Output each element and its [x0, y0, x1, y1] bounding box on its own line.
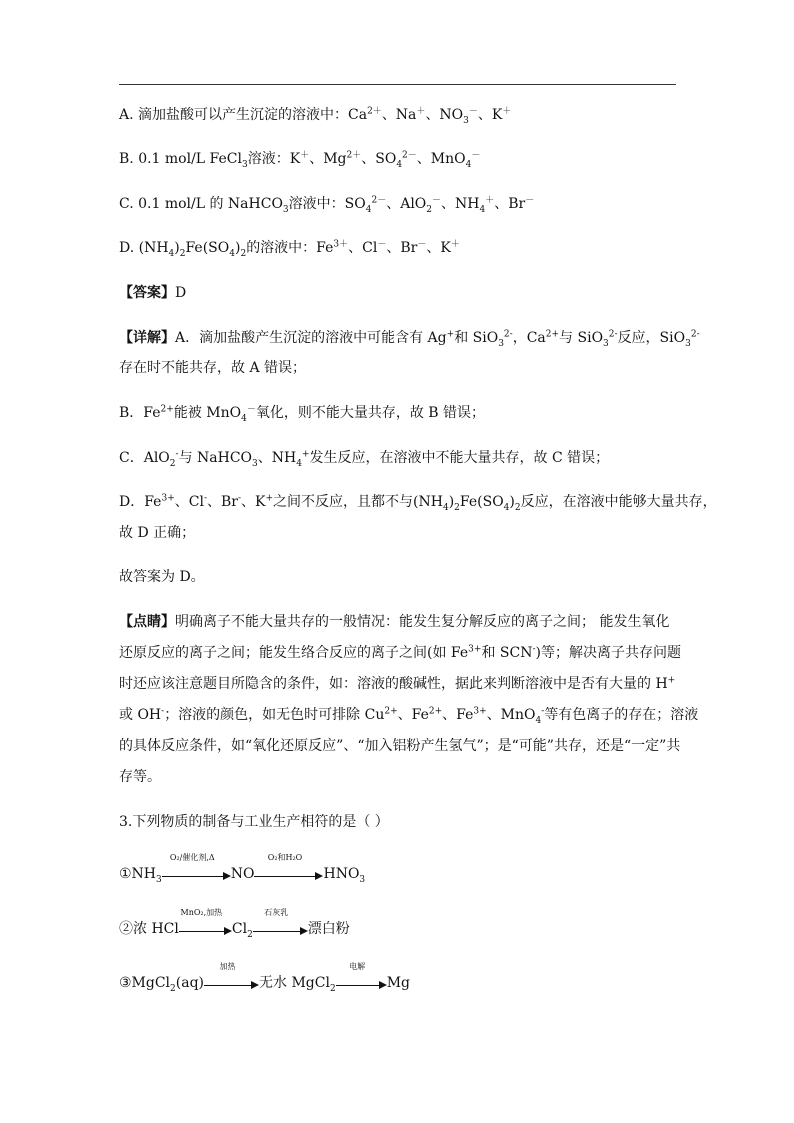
reaction-arrow: 电解: [336, 974, 387, 992]
explain-line-b: B．$Fe^{2+}$能被 MnO$_4$－氧化，则不能大量共存，故 B 错误；: [119, 404, 486, 424]
explain-conclusion: 故答案为 D。: [119, 569, 205, 585]
explain-line-c: C．AlO$_2$-与 NaHCO$_3$、$NH_4^+$发生反应，在溶液中不能大量共存，故 C 错误；: [119, 449, 610, 469]
reaction-arrow: O₂/催化剂,Δ: [162, 865, 231, 883]
question-3: 3.下列物质的制备与工业生产相符的是（ ）: [119, 814, 389, 830]
reaction-arrow: 石灰乳: [253, 920, 308, 938]
reaction-arrow: MnO₂,加热: [179, 920, 232, 938]
explain-line-d2: 故 D 正确；: [119, 525, 196, 541]
explain-line-1: 【详解】A．滴加盐酸产生沉淀的溶液中可能含有 Ag+和 SiO$_3^{2-}$，$Ca^{2+}$与 SiO$_3^{2-}$反应，SiO$_3^{2-}$: [119, 329, 700, 349]
header-rule: [119, 84, 676, 85]
answer-label: 【答案】: [119, 285, 175, 301]
route-1: $①NH_3$ O₂/催化剂,Δ NO O₂和H₂O $HNO_3$: [119, 853, 366, 885]
explain-line-d: D．$Fe^{3+}$、Cl-、Br-、K+之间不反应，且都不与$(NH_4)_2Fe(SO_4)_2$反应，在溶液中能够大量共存，: [119, 493, 717, 513]
note-line-1: 【点睛】明确离子不能大量共存的一般情况：能发生复分解反应的离子之间； 能发生氧化: [119, 614, 670, 630]
route-3: ③MgCl$_2$(aq) 加热 无水 MgCl$_2$ 电解 Mg: [119, 962, 410, 994]
reaction-arrow: O₂和H₂O: [254, 865, 323, 883]
explain-line-2: 存在时不能共存，故 A 错误；: [119, 360, 307, 376]
option-c: C. 0.1 mol/L 的 NaHCO$_3$溶液中：$SO_4^{2-}$、AlO$_2$－、$NH_4^+$、Br－: [119, 195, 535, 215]
explain-label: 【详解】: [119, 330, 175, 346]
answer-line: [119, 284, 186, 302]
note-line-5: 的具体反应条件，如“氧化还原反应”、“加入铝粉产生氢气”；是“可能”共存，还是“一定”共: [119, 738, 681, 754]
note-line-6: 存等。: [119, 769, 161, 785]
option-a: A. 滴加盐酸可以产生沉淀的溶液中：$Ca^{2+}$、Na＋、$NO_3^-$、K＋: [119, 106, 512, 126]
answer-value: D: [175, 285, 187, 301]
option-b: B. 0.1 mol/L FeCl$_3$溶液：K＋、$Mg^{2+}$、$SO_4^{2-}$、MnO$_4$－: [119, 150, 481, 170]
note-line-4: 或 OH-；溶液的颜色，如无色时可排除 $Cu^{2+}$、$Fe^{2+}$、$Fe^{3+}$、MnO$_4$-等有色离子的存在；溶液: [119, 706, 699, 726]
note-label: 【点睛】: [119, 614, 175, 630]
note-line-2: 还原反应的离子之间；能发生络合反应的离子之间(如 $Fe^{3+}$和 SCN-)等；解决离子共存问题: [119, 644, 681, 661]
option-d: D. $(NH_4)_2Fe(SO_4)_2$的溶液中：$Fe^{3+}$、Cl－、Br－、K＋: [119, 239, 460, 259]
route-2: ②浓 HCl MnO₂,加热 $Cl_2$ 石灰乳 漂白粉: [119, 908, 350, 940]
note-line-3: 时还应该注意题目所隐含的条件，如：溶液的酸碱性，据此来判断溶液中是否有大量的 H+: [119, 675, 676, 692]
reaction-arrow: 加热: [204, 974, 259, 992]
